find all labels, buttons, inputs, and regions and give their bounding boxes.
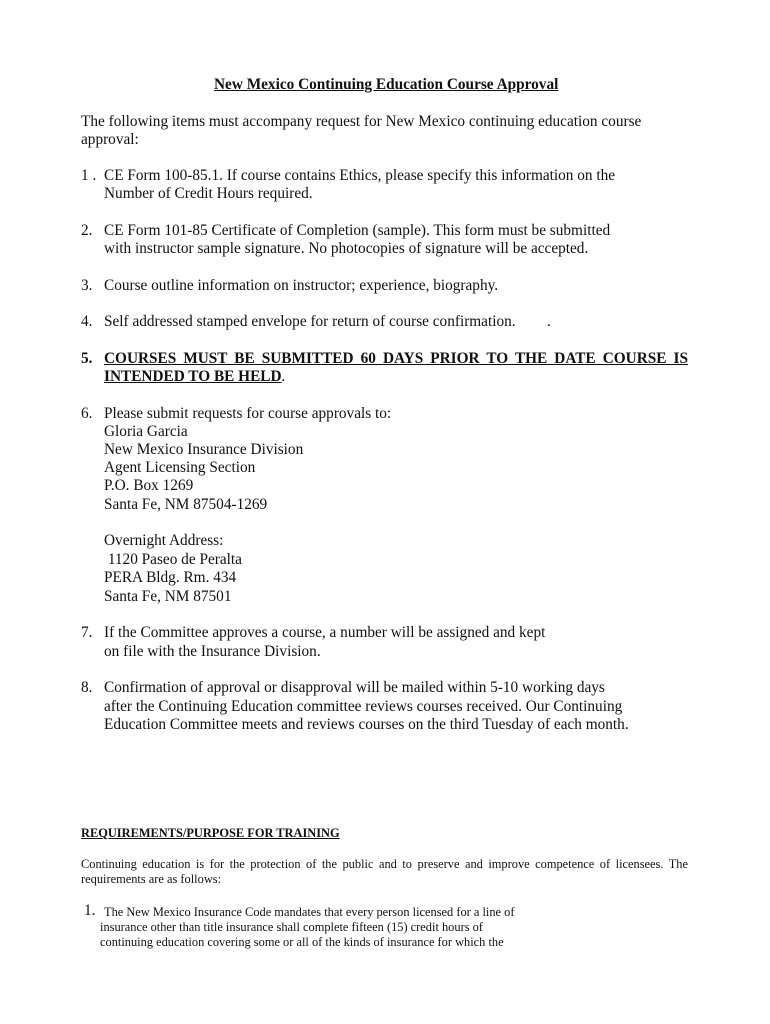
item-7-number: 7. [81, 624, 93, 641]
address-division: New Mexico Insurance Division [104, 441, 304, 458]
item-4-line-1: Self addressed stamped envelope for return of course confirmation. [104, 313, 516, 330]
item-3-line-1: Course outline information on instructor; experience, biography. [104, 277, 499, 294]
page-title: New Mexico Continuing Education Course Approval [214, 76, 559, 93]
overnight-label: Overnight Address: [104, 532, 224, 549]
item-8-line-2: after the Continuing Education committee reviews courses received. Our Continuing [104, 698, 623, 715]
item-5-number: 5. [81, 350, 93, 367]
item-8-number: 8. [81, 679, 93, 696]
item-2-number: 2. [81, 222, 93, 239]
intro-line-2: approval: [81, 131, 139, 148]
intro-line-1: The following items must accompany request for New Mexico continuing education course [81, 113, 642, 130]
item-8-line-1: Confirmation of approval or disapproval will be mailed within 5-10 working days [104, 679, 605, 696]
item-5-line-2 [104, 368, 285, 386]
requirement-1-number: 1. [84, 902, 96, 919]
item-2-line-2: with instructor sample signature. No photocopies of signature will be accepted. [104, 240, 589, 257]
item-4-trailing-period: . [547, 313, 551, 330]
item-3-number: 3. [81, 277, 93, 294]
address-name: Gloria Garcia [104, 423, 188, 440]
item-6-line-1: Please submit requests for course approvals to: [104, 405, 392, 422]
item-6-number: 6. [81, 405, 93, 422]
address-city: Santa Fe, NM 87504-1269 [104, 496, 268, 513]
item-8-line-3: Education Committee meets and reviews courses on the third Tuesday of each month. [104, 716, 629, 733]
address-section: Agent Licensing Section [104, 459, 256, 476]
requirements-para-line-2: requirements are as follows: [81, 872, 222, 886]
overnight-street: 1120 Paseo de Peralta [104, 551, 242, 568]
requirement-1-line-1: The New Mexico Insurance Code mandates that every person licensed for a line of [104, 905, 515, 919]
item-1-line-1: CE Form 100-85.1. If course contains Ethics, please specify this information on the [104, 167, 616, 184]
item-1-line-2: Number of Credit Hours required. [104, 185, 313, 202]
item-5-line-2-text: INTENDED TO BE HELD [104, 368, 282, 385]
overnight-city: Santa Fe, NM 87501 [104, 588, 232, 605]
item-7-line-2: on file with the Insurance Division. [104, 643, 321, 660]
item-1-number: 1 . [81, 167, 97, 184]
item-5-line-1: COURSES MUST BE SUBMITTED 60 DAYS PRIOR TO THE DATE COURSE IS [104, 350, 688, 367]
requirement-1-line-2: insurance other than title insurance shall complete fifteen (15) credit hours of [100, 920, 483, 934]
item-2-line-1: CE Form 101-85 Certificate of Completion (sample). This form must be submitted [104, 222, 611, 239]
item-5-line-2-end: . [281, 368, 286, 385]
requirements-heading: REQUIREMENTS/PURPOSE FOR TRAINING [81, 826, 340, 840]
item-7-line-1: If the Committee approves a course, a number will be assigned and kept [104, 624, 546, 641]
requirements-para-line-1: Continuing education is for the protection of the public and to preserve and improve competence of licensees. The [81, 857, 688, 871]
item-4-number: 4. [81, 313, 93, 330]
address-po-box: P.O. Box 1269 [104, 477, 194, 494]
overnight-building: PERA Bldg. Rm. 434 [104, 569, 237, 586]
requirement-1-line-3: continuing education covering some or all of the kinds of insurance for which the [100, 935, 504, 949]
